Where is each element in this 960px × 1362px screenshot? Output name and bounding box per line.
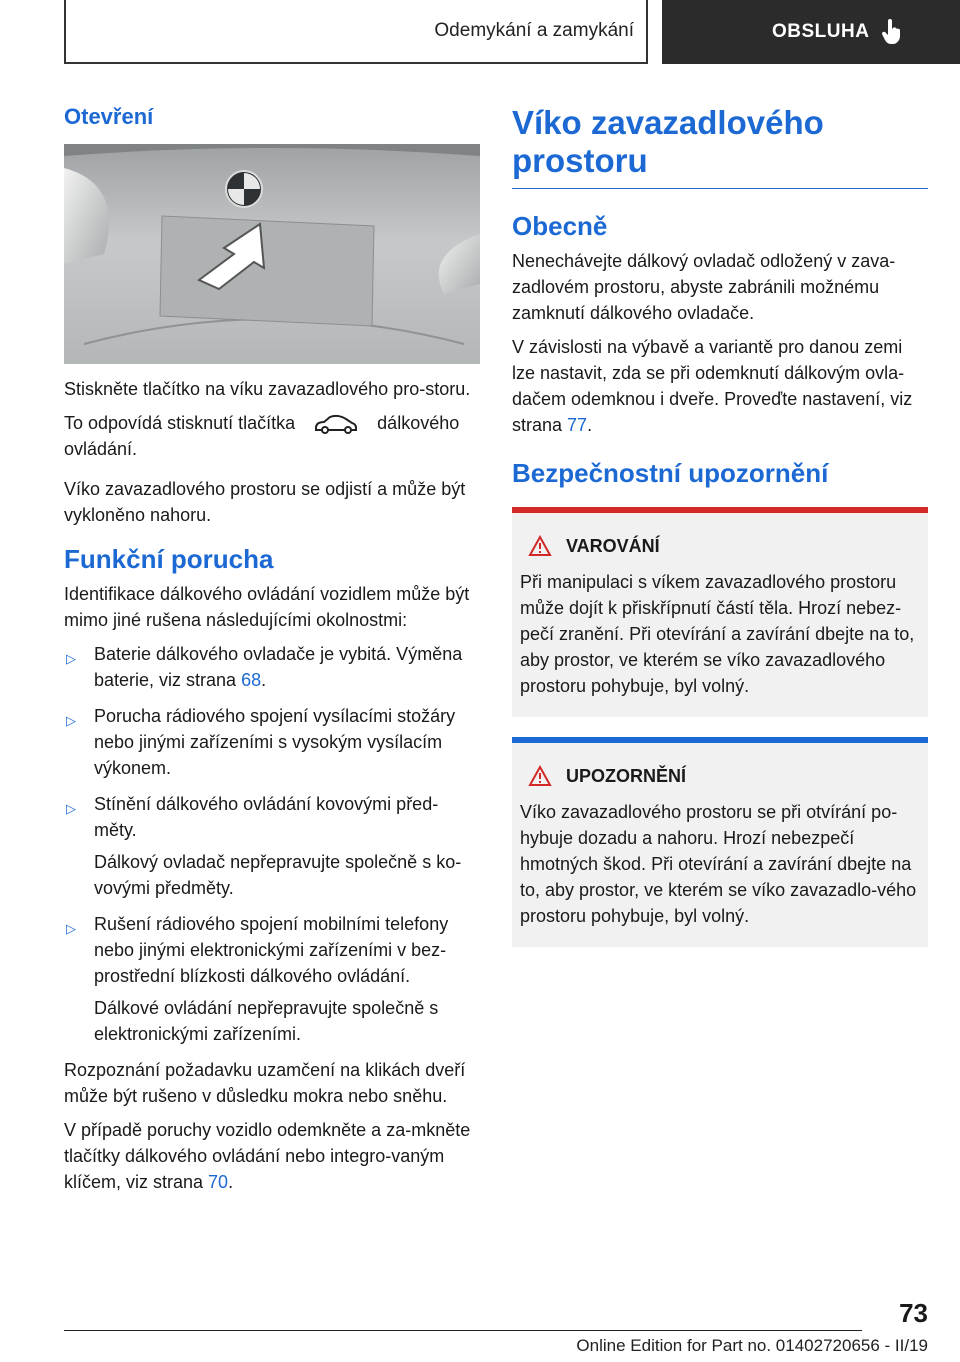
- list-item: ▷ Baterie dálkového ovladače je vybitá. Výměna baterie, viz strana 68.: [66, 644, 463, 690]
- warning-box: [512, 507, 928, 717]
- list-item: ▷ Rušení rádiového spojení mobilními telefony nebo jinými elektronickými zařízeními v bez-prostřední blízkosti dálkového ovládání. Dálkové ovládání nepřepravujte společně s elektronickými zařízeními.: [64, 911, 480, 1047]
- chapter-title: Odemykání a zamykání: [434, 20, 634, 41]
- warning-triangle-icon: [528, 765, 552, 787]
- door-handle-text: Rozpoznání požadavku uzamčení na klikách dveří může být rušeno v důsledku mokra nebo sněhu.: [64, 1060, 466, 1106]
- lid-unlock-text: Víko zavazadlového prostoru se odjistí a může být vykloněno nahoru.: [64, 479, 466, 525]
- section-title: OBSLUHA: [772, 21, 870, 42]
- press-button-text: Stiskněte tlačítko na víku zavazadlového pro-storu.: [64, 379, 471, 399]
- bullet-triangle-icon: ▷: [66, 713, 76, 728]
- header-chapter: [64, 0, 648, 64]
- car-trunk-icon: [314, 414, 358, 434]
- left-column: [64, 96, 480, 1203]
- list-item: ▷ Porucha rádiového spojení vysílacími stožáry nebo jinými zařízeními s vysokým vysílacím výkonem.: [66, 706, 456, 778]
- page-link-68[interactable]: 68: [241, 670, 262, 690]
- opening-heading: Otevření: [64, 104, 154, 129]
- bullet-triangle-icon: ▷: [66, 921, 76, 936]
- fault-list: [64, 641, 480, 1047]
- bullet-triangle-icon: ▷: [66, 651, 76, 666]
- trunk-lid-title: Víko zavazadlového prostoru: [512, 104, 928, 189]
- general-text-1: Nenechávejte dálkový ovladač odložený v zava-zadlovém prostoru, abyste zabránili možnému zamknutí dálkového ovladače.: [512, 251, 896, 323]
- page-link-70[interactable]: 70: [208, 1172, 229, 1192]
- fault-fallback-text: V případě poruchy vozidlo odemkněte a za-mkněte tlačítky dálkového ovládání nebo integro-vaným klíčem, viz strana 70.: [64, 1120, 471, 1192]
- header-section: [662, 0, 960, 64]
- right-column: [512, 104, 928, 947]
- edition-note: Online Edition for Part no. 01402720656 - II/19: [576, 1336, 928, 1355]
- page-number: 73: [899, 1298, 928, 1328]
- notice-box: [512, 737, 928, 947]
- remote-equivalent-text: [64, 410, 480, 462]
- safety-heading: Bezpečnostní upozornění: [512, 458, 829, 488]
- remote-equivalent-end: dálkového ovládání.: [64, 413, 460, 459]
- general-heading: Obecně: [512, 211, 608, 241]
- notice-title: UPOZORNĚNÍ: [566, 765, 687, 786]
- remote-equivalent-start: To odpovídá stisknutí tlačítka: [64, 413, 296, 433]
- notice-title-row: [528, 765, 920, 787]
- page-link-77[interactable]: 77: [567, 415, 588, 435]
- fault-intro: Identifikace dálkového ovládání vozidlem může být mimo jiné rušena následujícími okolnostmi:: [64, 584, 470, 630]
- hand-pointer-icon: [881, 19, 903, 45]
- bullet-triangle-icon: ▷: [66, 801, 76, 816]
- warning-text: Při manipulaci s víkem zavazadlového prostoru může dojít k přiskřípnutí částí těla. Hrozí nebez-pečí zranění. Při otevírání a zavírání dbejte na to, aby prostor, ve kterém se víko zavazadlového prostoru pohybuje, byl volný.: [520, 572, 915, 696]
- list-subtext: Dálkový ovladač nepřepravujte společně s ko-vovými předměty.: [94, 852, 462, 898]
- list-item: ▷ Stínění dálkového ovládání kovovými před-měty. Dálkový ovladač nepřepravujte společně s ko-vovými předměty.: [64, 791, 480, 901]
- general-text-2: V závislosti na výbavě a variantě pro danou zemi lze nastavit, zda se při odemknutí dálkovým ovla-dačem odemknou i dveře. Proveďte nastavení, viz strana 77.: [512, 337, 913, 435]
- list-subtext: Dálkové ovládání nepřepravujte společně s elektronickými zařízeními.: [94, 998, 439, 1044]
- fault-heading: Funkční porucha: [64, 544, 274, 574]
- warning-triangle-icon: [528, 535, 552, 557]
- footer-divider: [64, 1330, 862, 1331]
- trunk-photo: [64, 144, 480, 364]
- notice-text: Víko zavazadlového prostoru se při otvírání po-hybuje dozadu a nahoru. Hrozí nebezpečí hmotných škod. Při otevírání a zavírání dbejte na to, aby prostor, ve kterém se víko zavazadlo-vého prostoru pohybuje, byl volný.: [520, 802, 917, 926]
- warning-title-row: [528, 535, 920, 557]
- warning-title: VAROVÁNÍ: [566, 535, 660, 556]
